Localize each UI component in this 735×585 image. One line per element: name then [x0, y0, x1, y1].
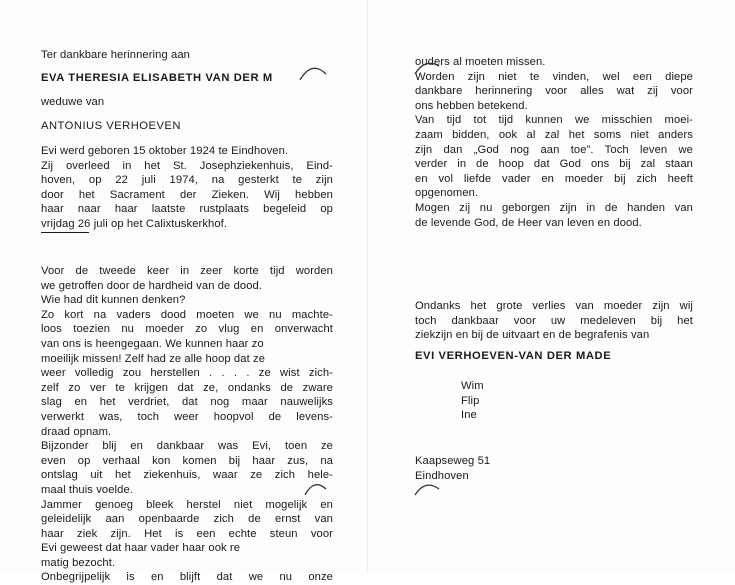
thanks-line: toch dankbaar voor uw medeleven bij het [415, 314, 693, 327]
child-name: Wim [461, 380, 484, 392]
text-line: zelf zo ver te krijgen dat ze, ondanks de zware [41, 381, 333, 394]
text-line: Worden zijn niet te vinden, wel een diepe [415, 70, 693, 83]
text-line: verwerkt was, toch weer hoopvol de levens- [41, 410, 333, 423]
widow-label-text: weduwe van [41, 96, 105, 108]
left-page-header [41, 48, 341, 63]
bio-line: Zij overleed in het St. Josephziekenhuis, Eind- [41, 159, 333, 172]
fold-mark-middle [302, 479, 328, 499]
bio-line: door het Sacrament der Zieken. Wij hebben [41, 188, 333, 201]
bio-line: Evi werd geboren 15 oktober 1924 te Eindhoven. [41, 145, 289, 157]
text-line: Evi geweest dat haar vader haar ook re [41, 542, 241, 555]
widow-label [41, 95, 104, 110]
thanks-line: Ondanks het grote verlies van moeder zijn wij [415, 300, 693, 312]
thanks-paragraph [415, 299, 693, 343]
thanks-line: ziekzijn en bij de uitvaart en de begrafenis van [415, 329, 650, 342]
text-line: Wie had dit kunnen denken? [41, 294, 186, 307]
tribute-text-right [415, 55, 693, 230]
child-name: Ine [461, 409, 477, 422]
text-line: geleidelijk aan openbaarde zich de ernst van [41, 513, 333, 526]
address-city: Eindhoven [415, 469, 469, 482]
spouse-name [41, 119, 181, 134]
signer-name-text: EVI VERHOEVEN-VAN DER MADE [415, 350, 612, 362]
text-line: van ons is heengegaan. We kunnen haar zo [41, 337, 264, 350]
page-fold [367, 0, 368, 573]
text-line: loos toezien nu moeder zo vlug en onverwacht [41, 323, 333, 336]
text-line: Onbegrijpelijk is en blijft dat we nu onze [41, 571, 333, 584]
text-line: slag en het verdriet, dat nog maar nauwelijks [41, 396, 333, 409]
text-line: ontslag uit het ziekenhuis, waar ze zich hele- [41, 469, 333, 482]
fold-mark-bottom [413, 479, 441, 499]
bio-line: haar naar haar laatste rustplaats begeleid op [41, 203, 333, 216]
deceased-name [41, 71, 341, 86]
intro-text: Ter dankbare herinnering aan [41, 49, 190, 61]
text-line: Bijzonder blij en dankbaar was Evi, toen ze [41, 440, 333, 453]
text-line: ons hebben betekend. [415, 99, 528, 112]
bio-line: vrijdag 26 juli op het Calixtuskerkhof. [41, 217, 228, 230]
text-line: moeilijk missen! Zelf had ze alle hoop dat ze [41, 352, 266, 365]
text-line: opgenomen. [415, 187, 479, 200]
text-line: maal thuis voelde. [41, 483, 133, 496]
text-line: weer volledig zou herstellen . . . . ze wist zich- [41, 367, 333, 380]
text-line: zijn dan „God nog aan toe”. Toch leven we [415, 143, 693, 156]
biography-paragraph [41, 144, 333, 232]
children-list [415, 379, 484, 423]
tribute-text-left [41, 264, 333, 585]
text-line: even op verhaal kon komen bij haar zus, na [41, 454, 333, 467]
text-line: de levende God, de Heer van leven en dood. [415, 216, 642, 229]
text-line: dankbare herinnering voor alles wat zij voor [415, 85, 693, 98]
signer-name [415, 349, 611, 364]
fold-mark-top [298, 62, 328, 84]
fold-mark-right [413, 58, 443, 78]
text-line: Voor de tweede keer in zeer korte tijd worden [41, 265, 333, 277]
text-line: Mogen zij nu geborgen zijn in de handen van [415, 201, 693, 214]
text-line: matig bezocht. [41, 556, 116, 569]
text-line: Zo kort na vaders dood moeten we nu machte- [41, 308, 333, 321]
text-line: Van tijd tot tijd kunnen we misschien moei- [415, 114, 693, 127]
text-line: haar ziek zijn. Het is een echte steun voor [41, 527, 333, 540]
text-line: draad opnam. [41, 425, 112, 438]
text-line: Jammer genoeg bleek herstel niet mogelijk en [41, 498, 333, 511]
separator-line [41, 232, 89, 233]
child-name: Flip [461, 394, 480, 407]
address-street: Kaapseweg 51 [415, 455, 491, 467]
text-line: we getroffen door de hardheid van de dood. [41, 279, 263, 292]
text-line: zaam bidden, ook al zal het soms niet anders [415, 128, 693, 141]
deceased-name-text: EVA THERESIA ELISABETH VAN DER M [41, 72, 273, 84]
text-line: ouders al moeten missen. [415, 56, 546, 68]
spouse-name-text: ANTONIUS VERHOEVEN [41, 120, 181, 132]
text-line: verder in de hoop dat God ons bij zal staan [415, 158, 693, 171]
text-line: en vol liefde vader en moeder bij zich heeft [415, 172, 693, 185]
bio-line: hoven, op 22 juli 1974, na gesterkt te zijn [41, 174, 333, 187]
